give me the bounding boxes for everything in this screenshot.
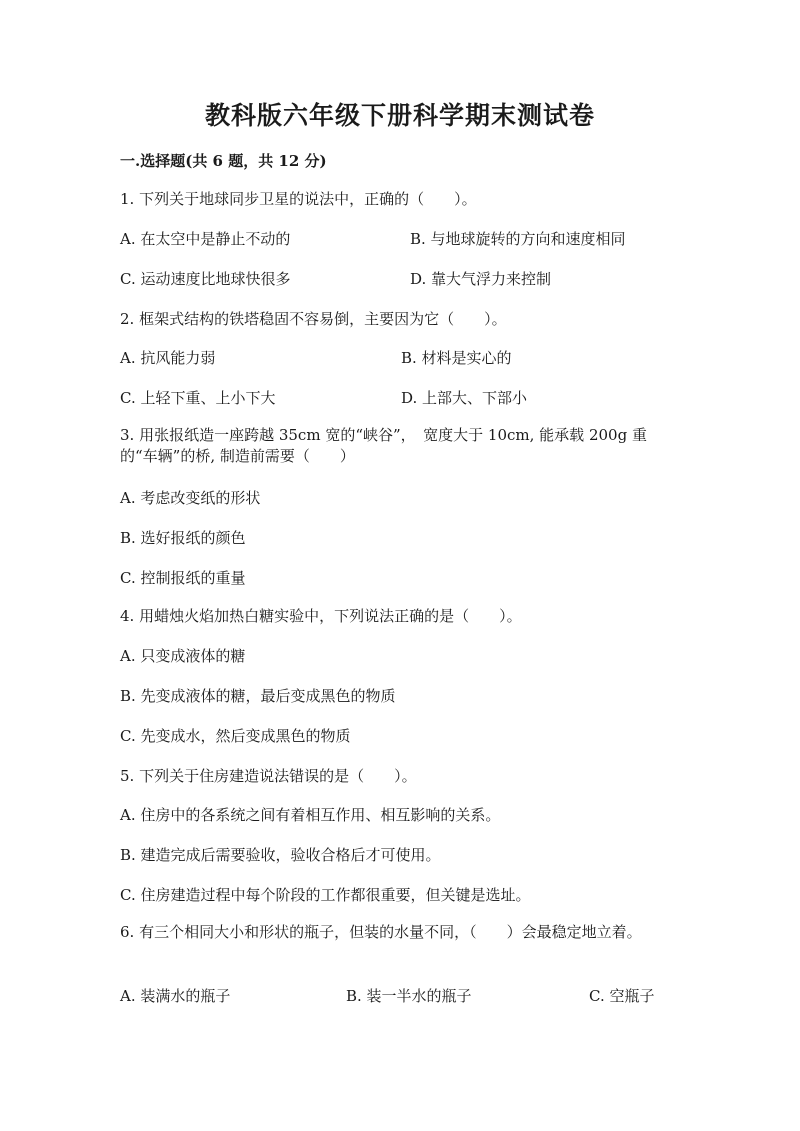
question-5-option-c: C. 住房建造过程中每个阶段的工作都很重要，但关键是选址。 xyxy=(120,886,531,904)
question-3-stem: 3. 用张报纸造一座跨越 35cm 宽的“峡谷”， 宽度大于 10cm, 能承载 200g 重的“车辆”的桥, 制造前需要（ ） xyxy=(120,426,647,465)
question-2-option-b: B. 材料是实心的 xyxy=(401,349,512,367)
question-2-option-c: C. 上轻下重、上小下大 xyxy=(120,389,276,407)
question-3-option-b: B. 选好报纸的颜色 xyxy=(120,529,246,547)
question-1-option-b: B. 与地球旋转的方向和速度相同 xyxy=(410,230,626,248)
question-6-option-a: A. 装满水的瓶子 xyxy=(120,987,231,1005)
question-5-stem: 5. 下列关于住房建造说法错误的是（ ）。 xyxy=(120,767,417,785)
question-6-stem: 6. 有三个相同大小和形状的瓶子，但装的水量不同，（ ）会最稳定地立着。 xyxy=(120,923,642,941)
question-2-stem: 2. 框架式结构的铁塔稳固不容易倒，主要因为它（ ）。 xyxy=(120,310,507,328)
question-1-option-a: A. 在太空中是静止不动的 xyxy=(120,230,291,248)
section-heading: 一.选择题(共 6 题，共 12 分) xyxy=(120,152,327,170)
question-4-option-b: B. 先变成液体的糖，最后变成黑色的物质 xyxy=(120,687,396,705)
question-2-option-d: D. 上部大、下部小 xyxy=(401,389,528,407)
question-6-option-c: C. 空瓶子 xyxy=(589,987,655,1005)
question-4-option-c: C. 先变成水，然后变成黑色的物质 xyxy=(120,727,351,745)
question-6-option-b: B. 装一半水的瓶子 xyxy=(346,987,472,1005)
question-2-option-a: A. 抗风能力弱 xyxy=(120,349,216,367)
question-4-option-a: A. 只变成液体的糖 xyxy=(120,647,246,665)
question-1-option-d: D. 靠大气浮力来控制 xyxy=(410,270,552,288)
exam-title: 教科版六年级下册科学期末测试卷 xyxy=(204,101,595,130)
question-5-option-b: B. 建造完成后需要验收，验收合格后才可使用。 xyxy=(120,846,441,864)
question-3-option-c: C. 控制报纸的重量 xyxy=(120,569,246,587)
question-3-option-a: A. 考虑改变纸的形状 xyxy=(120,489,261,507)
question-1-option-c: C. 运动速度比地球快很多 xyxy=(120,270,291,288)
question-1-stem: 1. 下列关于地球同步卫星的说法中，正确的（ ）。 xyxy=(120,190,477,208)
question-4-stem: 4. 用蜡烛火焰加热白糖实验中，下列说法正确的是（ ）。 xyxy=(120,607,522,625)
question-5-option-a: A. 住房中的各系统之间有着相互作用、相互影响的关系。 xyxy=(120,806,501,824)
